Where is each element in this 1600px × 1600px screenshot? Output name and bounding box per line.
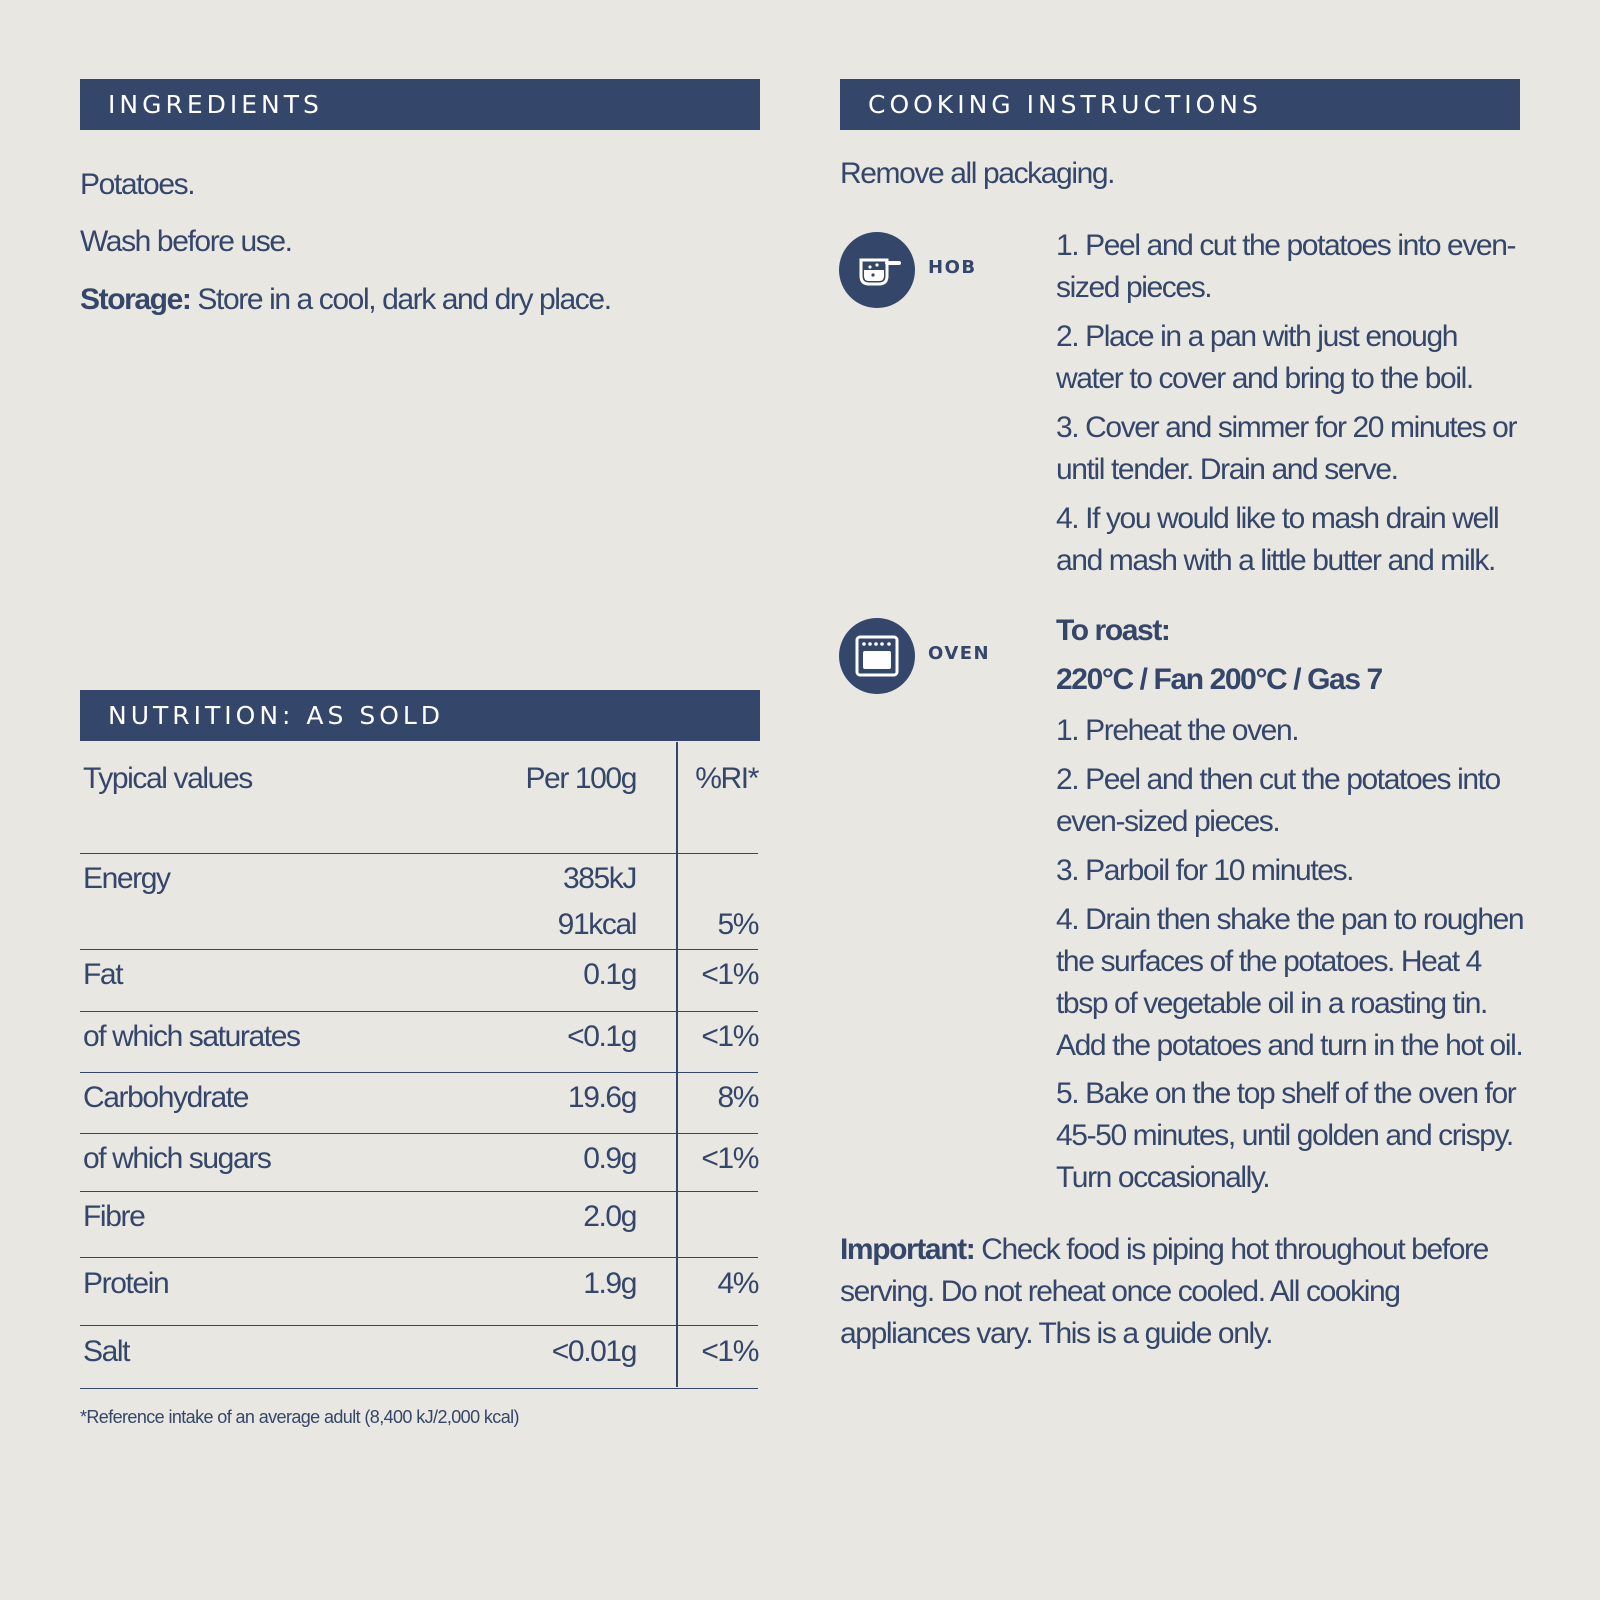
packaging-note: Remove all packaging. [840,157,1115,190]
row-label: Carbohydrate [83,1081,248,1114]
hob-label: HOB [928,257,977,278]
oven-label: OVEN [928,643,991,664]
oven-step-5: 5. Bake on the top shelf of the oven for 45-50 minutes, until golden and crispy. Turn occasionally. [1056,1077,1516,1194]
nutrition-table [80,742,758,1389]
oven-icon [839,618,915,694]
storage-text: Store in a cool, dark and dry place. [190,283,611,316]
row-ri: <1% [701,1335,758,1368]
row-value: 385kJ [562,862,636,895]
storage-label: Storage: [80,283,191,316]
cooking-header: COOKING INSTRUCTIONS [840,79,1520,130]
oven-temperatures: 220°C / Fan 200°C / Gas 7 [1056,663,1382,696]
column-header-ri: %RI* [695,762,758,795]
row-ri: <1% [701,1020,758,1053]
oven-step-2: 2. Peel and then cut the potatoes into even-sized pieces. [1056,763,1500,838]
roast-title: To roast: [1056,614,1170,647]
row-ri: 8% [717,1081,758,1114]
hob-step-1: 1. Peel and cut the potatoes into even-sized pieces. [1056,229,1516,304]
oven-step-1: 1. Preheat the oven. [1056,714,1299,747]
hob-step-4: 4. If you would like to mash drain well and mash with a little butter and milk. [1056,502,1499,577]
row-ri: 5% [717,908,758,941]
column-header-typical-values: Typical values [83,762,252,795]
oven-step-4: 4. Drain then shake the pan to roughen the surfaces of the potatoes. Heat 4 tbsp of vegetable oil in a roasting tin. Add the potatoes and turn in the hot oil. [1056,903,1524,1062]
row-label: Salt [83,1335,130,1368]
row-value: 1.9g [583,1267,636,1300]
hob-step-2: 2. Place in a pan with just enough water to cover and bring to the boil. [1056,320,1473,395]
row-value-kcal: 91kcal [557,908,636,941]
row-ri: <1% [701,1142,758,1175]
row-label: Fibre [83,1200,145,1233]
table-row [80,1073,758,1134]
saucepan-icon [839,232,915,308]
table-row [80,854,758,950]
storage-note [80,283,611,317]
table-row [80,1258,758,1326]
row-value: 2.0g [583,1200,636,1233]
table-row [80,1326,758,1389]
nutrition-header: NUTRITION: AS SOLD [80,690,760,741]
row-label: Energy [83,862,170,895]
important-text: Check food is piping hot throughout before serving. Do not reheat once cooled. All cooking appliances vary. This is a guide only. [840,1233,1488,1350]
row-ri: <1% [701,958,758,991]
row-value: <0.1g [567,1020,636,1053]
hob-step-3: 3. Cover and simmer for 20 minutes or until tender. Drain and serve. [1056,411,1517,486]
row-value: <0.01g [551,1335,636,1368]
row-value: 19.6g [567,1081,636,1114]
ingredients-text: Potatoes. [80,168,195,201]
row-value: 0.9g [583,1142,636,1175]
important-label: Important: [840,1233,975,1266]
column-header-per-100g: Per 100g [525,762,636,795]
table-header-row [80,742,758,854]
row-ri: 4% [717,1267,758,1300]
table-row [80,1012,758,1073]
important-note [840,1229,1520,1355]
row-label: Protein [83,1267,169,1300]
table-row [80,950,758,1012]
wash-note: Wash before use. [80,225,292,258]
ingredients-header: INGREDIENTS [80,79,760,130]
table-row [80,1134,758,1192]
row-value: 0.1g [583,958,636,991]
oven-step-3: 3. Parboil for 10 minutes. [1056,854,1354,887]
footnote: *Reference intake of an average adult (8,400 kJ/2,000 kcal) [80,1407,519,1427]
table-row [80,1192,758,1258]
row-label: of which sugars [83,1142,271,1175]
row-label: Fat [83,958,123,991]
row-label: of which saturates [83,1020,300,1053]
